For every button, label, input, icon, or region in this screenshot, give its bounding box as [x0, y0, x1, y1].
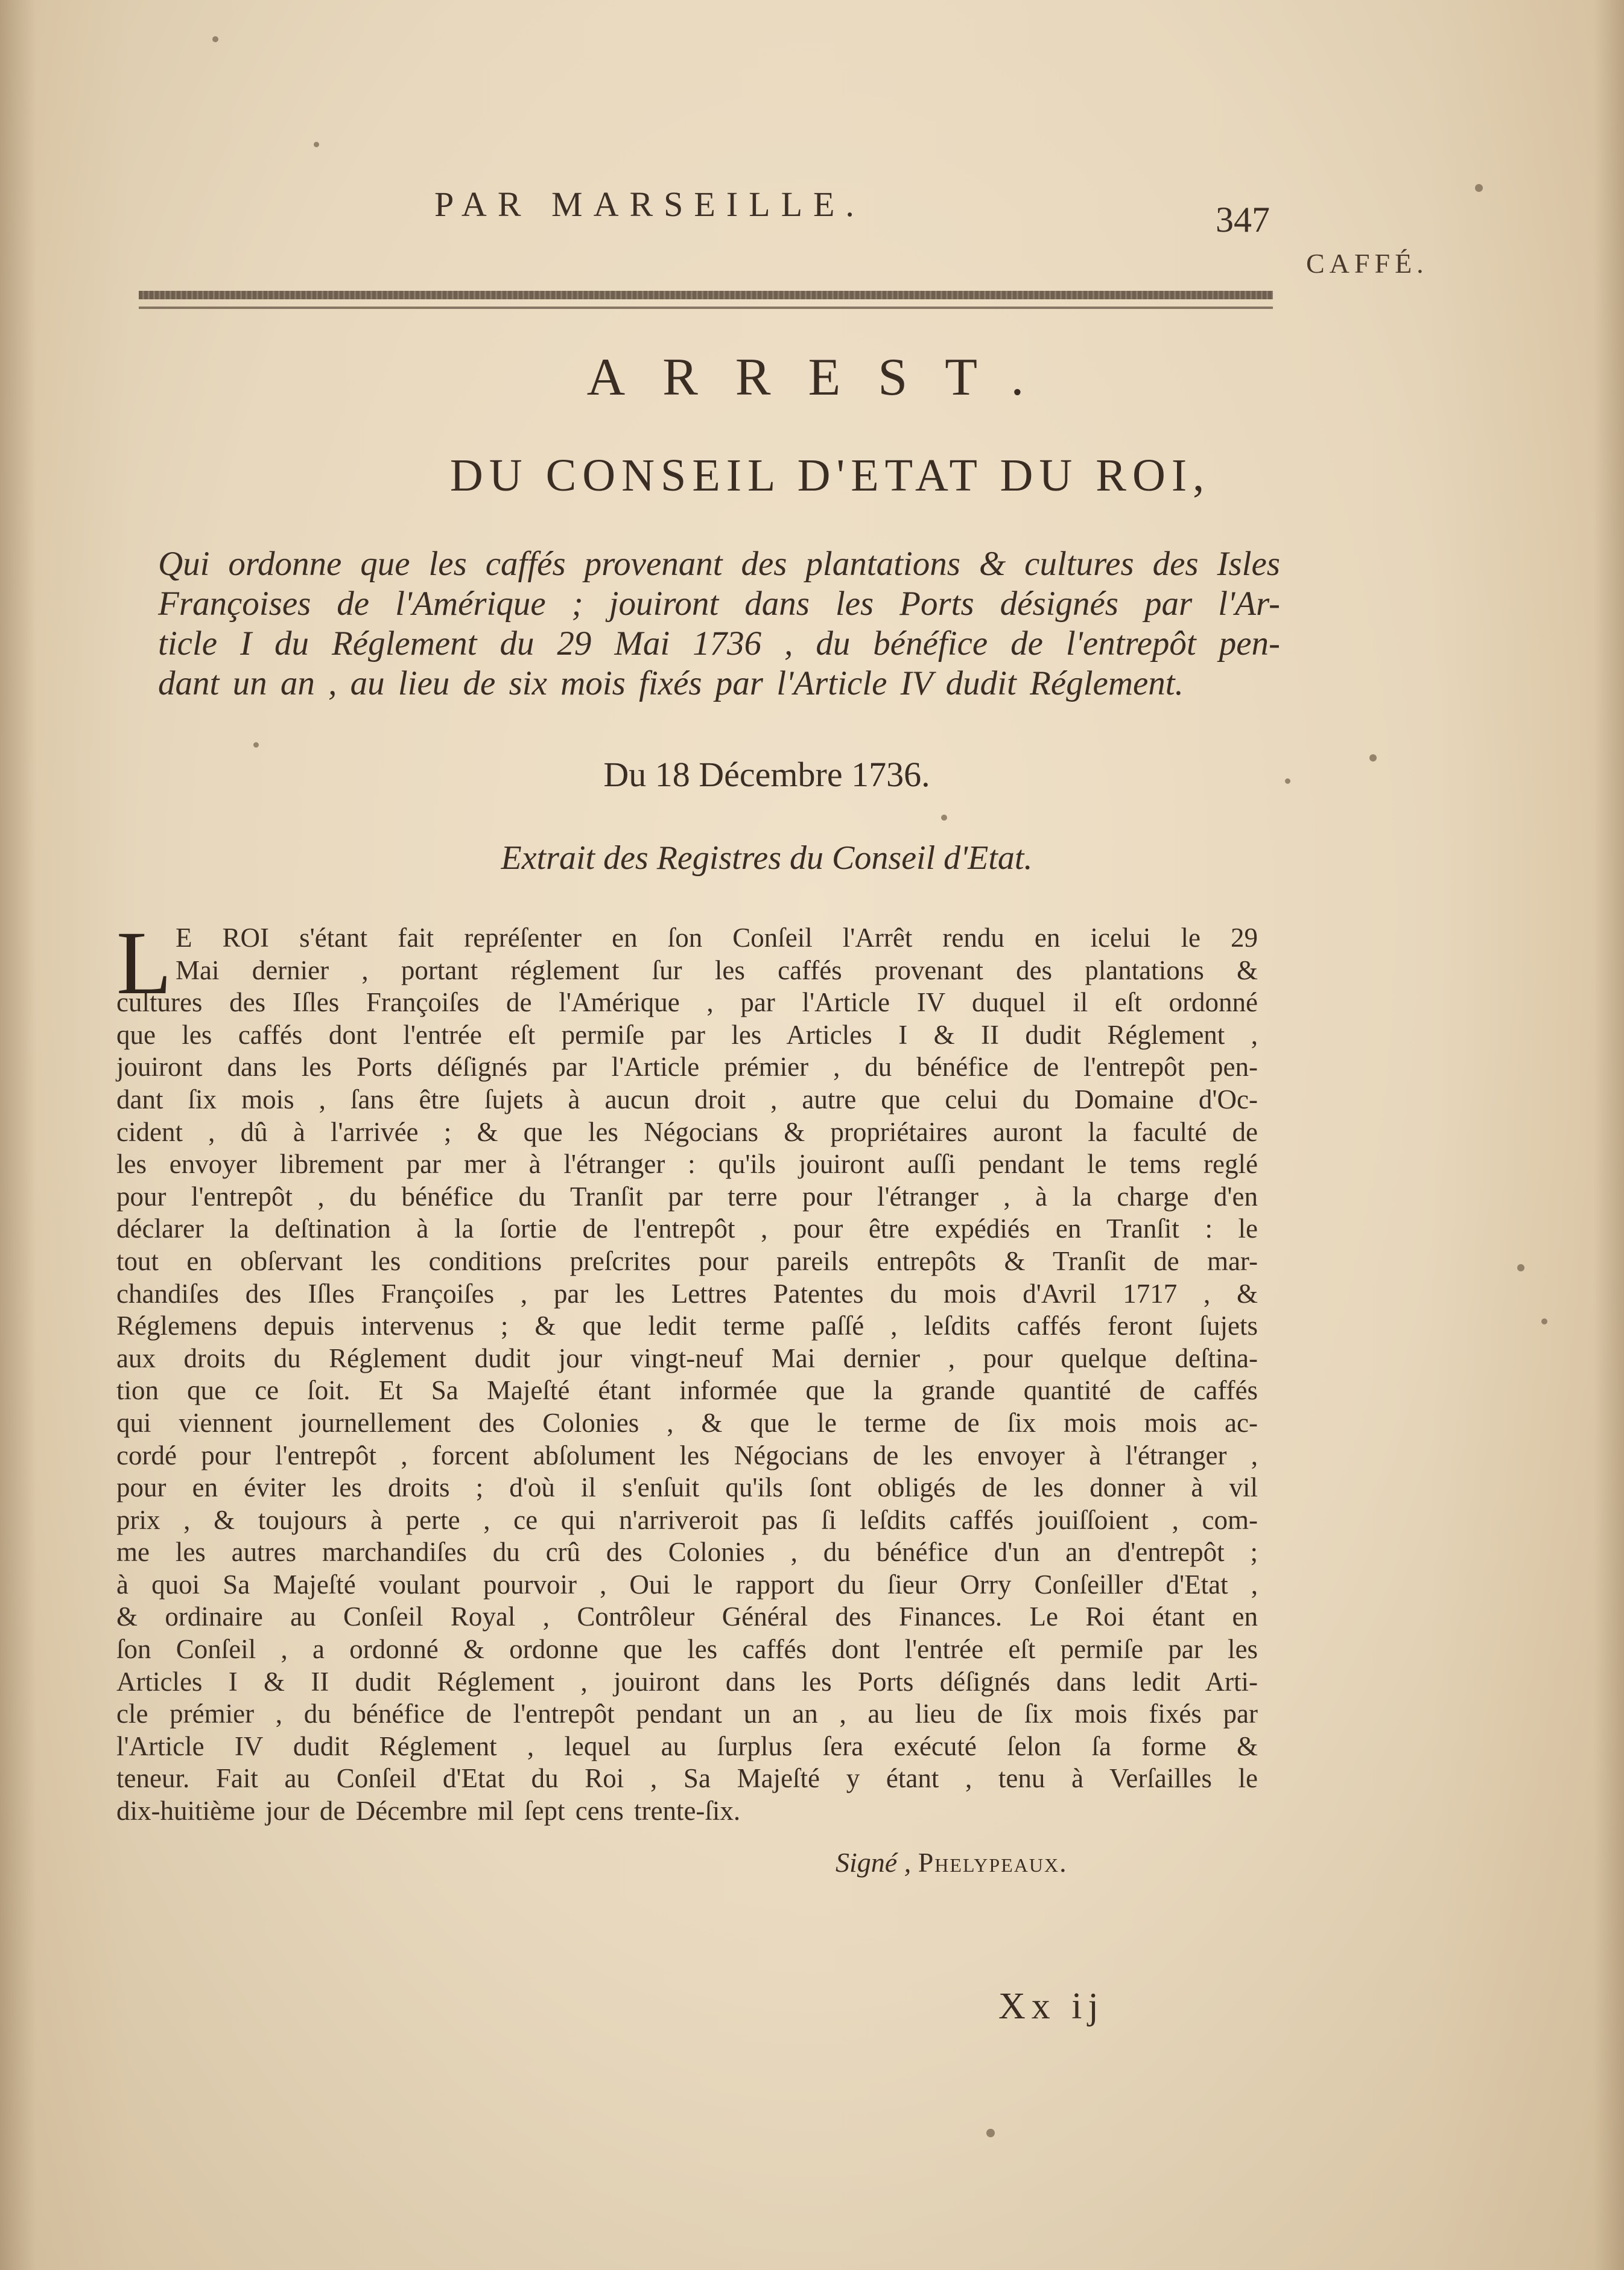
document-subtitle: DU CONSEIL D'ETAT DU ROI, — [449, 450, 1211, 501]
paper-speck — [1517, 1264, 1524, 1271]
header-rule-thin — [139, 307, 1273, 309]
body-line: dix-huitième jour de Décembre mil ſept cens trente-ſix. — [116, 1796, 741, 1826]
body-paragraph — [116, 913, 1258, 1828]
body-line: tion que ce ſoit. Et Sa Majeſté étant informée que la grande quantité de caffés — [116, 1375, 1258, 1406]
body-line: pour en éviter les droits ; d'où il s'enſuit qu'ils ſont obligés de les donner à vil — [116, 1472, 1258, 1503]
body-line: Réglemens depuis intervenus ; & que ledit terme paſſé , leſdits caffés feront ſujets — [116, 1311, 1258, 1341]
summary-line: Françoises de l'Amérique ; jouiront dans les Ports désignés par l'Ar- — [158, 585, 1280, 623]
body-line: chandiſes des Iſles Françoiſes , par les Lettres Patentes du mois d'Avril 1717 , & — [116, 1278, 1258, 1309]
body-line: tout en obſervant les conditions preſcrites pour pareils entrepôts & Tranſit de mar- — [116, 1245, 1258, 1276]
body-line: cultures des Iſles Françoiſes de l'Amérique , par l'Article IV duquel il eſt ordonné — [116, 987, 1258, 1018]
body-line: cle prémier , du bénéfice de l'entrepôt pendant un an , au lieu de ſix mois fixés par — [116, 1699, 1258, 1729]
body-line: E ROI s'étant fait repréſenter en ſon Conſeil l'Arrêt rendu en icelui le 29 — [176, 923, 1258, 953]
signature-block — [836, 1846, 1068, 1878]
body-line: cident , dû à l'arrivée ; & que les Négocians & propriétaires auront la faculté de — [116, 1116, 1258, 1147]
body-line: me les autres marchandiſes du crû des Colonies , du bénéfice d'un an d'entrepôt ; — [116, 1537, 1258, 1568]
body-line: prix , & toujours à perte , ce qui n'arriveroit pas ſi leſdits caffés jouiſſoient , com- — [116, 1504, 1258, 1535]
extract-heading: Extrait des Registres du Conseil d'Etat. — [501, 839, 1033, 877]
page-edge-shadow-right — [1594, 0, 1624, 2270]
summary-line: Qui ordonne que les caffés provenant des plantations & cultures des Isles — [158, 545, 1280, 583]
drop-cap: L — [116, 913, 172, 1013]
printer-signature-mark: Xx ij — [998, 1986, 1105, 2027]
paper-speck — [941, 815, 947, 821]
body-line: Mai dernier , portant réglement ſur les caffés provenant des plantations & — [176, 955, 1258, 985]
body-line: cordé pour l'entrepôt , forcent abſolument les Négocians de les envoyer à l'étranger , — [116, 1440, 1258, 1470]
body-line: dant ſix mois , ſans être ſujets à aucun droit , autre que celui du Domaine d'Oc- — [116, 1084, 1258, 1114]
body-line: pour l'entrepôt , du bénéfice du Tranſit par terre pour l'étranger , à la charge d'en — [116, 1181, 1258, 1212]
paper-speck — [986, 2129, 995, 2137]
body-line: aux droits du Réglement dudit jour vingt-neuf Mai dernier , pour quelque deſtina- — [116, 1343, 1258, 1373]
header-rule-thick — [139, 291, 1273, 299]
body-line: à quoi Sa Majeſté voulant pourvoir , Oui le rapport du ſieur Orry Conſeiller d'Etat , — [116, 1569, 1258, 1600]
body-line: teneur. Fait au Conſeil d'Etat du Roi , Sa Majeſté y étant , tenu à Verſailles le — [116, 1763, 1258, 1794]
page-number: 347 — [1216, 200, 1270, 240]
paper-speck — [1541, 1318, 1547, 1324]
summary-line: dant un an , au lieu de six mois fixés par l'Article IV dudit Réglement. — [158, 664, 1184, 702]
body-line: les envoyer librement par mer à l'étranger : qu'ils jouiront auſſi pendant le tems reglé — [116, 1149, 1258, 1180]
body-line: ſon Conſeil , a ordonné & ordonne que les caffés dont l'entrée eſt permiſe par les — [116, 1634, 1258, 1665]
page-edge-shadow-left — [0, 0, 36, 2270]
body-line: l'Article IV dudit Réglement , lequel au ſurplus ſera exécuté ſelon ſa forme & — [116, 1731, 1258, 1761]
summary-line: ticle I du Réglement du 29 Mai 1736 , du bénéfice de l'entrepôt pen- — [158, 625, 1280, 663]
document-title: ARREST. — [586, 348, 1062, 407]
paper-speck — [253, 742, 259, 748]
running-title: PAR MARSEILLE. — [434, 185, 865, 224]
body-line: que les caffés dont l'entrée eſt permiſe par les Articles I & II dudit Réglement , — [116, 1019, 1258, 1050]
summary-paragraph — [158, 544, 1280, 704]
decree-date: Du 18 Décembre 1736. — [603, 755, 930, 794]
body-line: déclarer la deſtination à la ſortie de l'entrepôt , pour être expédiés en Tranſit : le — [116, 1213, 1258, 1244]
paper-speck — [1475, 184, 1483, 192]
signatory-name: Phelypeaux. — [918, 1847, 1068, 1878]
margin-note: CAFFÉ. — [1306, 248, 1429, 279]
body-line: qui viennent journellement des Colonies , & que le terme de ſix mois mois ac- — [116, 1407, 1258, 1438]
paper-speck — [314, 142, 319, 147]
paper-speck — [212, 36, 218, 42]
body-line: Articles I & II dudit Réglement , jouiront dans les Ports déſignés dans ledit Arti- — [116, 1666, 1258, 1697]
signed-label: Signé , — [836, 1847, 912, 1878]
body-line: jouiront dans les Ports déſignés par l'Article prémier , du bénéfice de l'entrepôt pen- — [116, 1052, 1258, 1083]
body-line: & ordinaire au Conſeil Royal , Contrôleur Général des Finances. Le Roi étant en — [116, 1601, 1258, 1632]
